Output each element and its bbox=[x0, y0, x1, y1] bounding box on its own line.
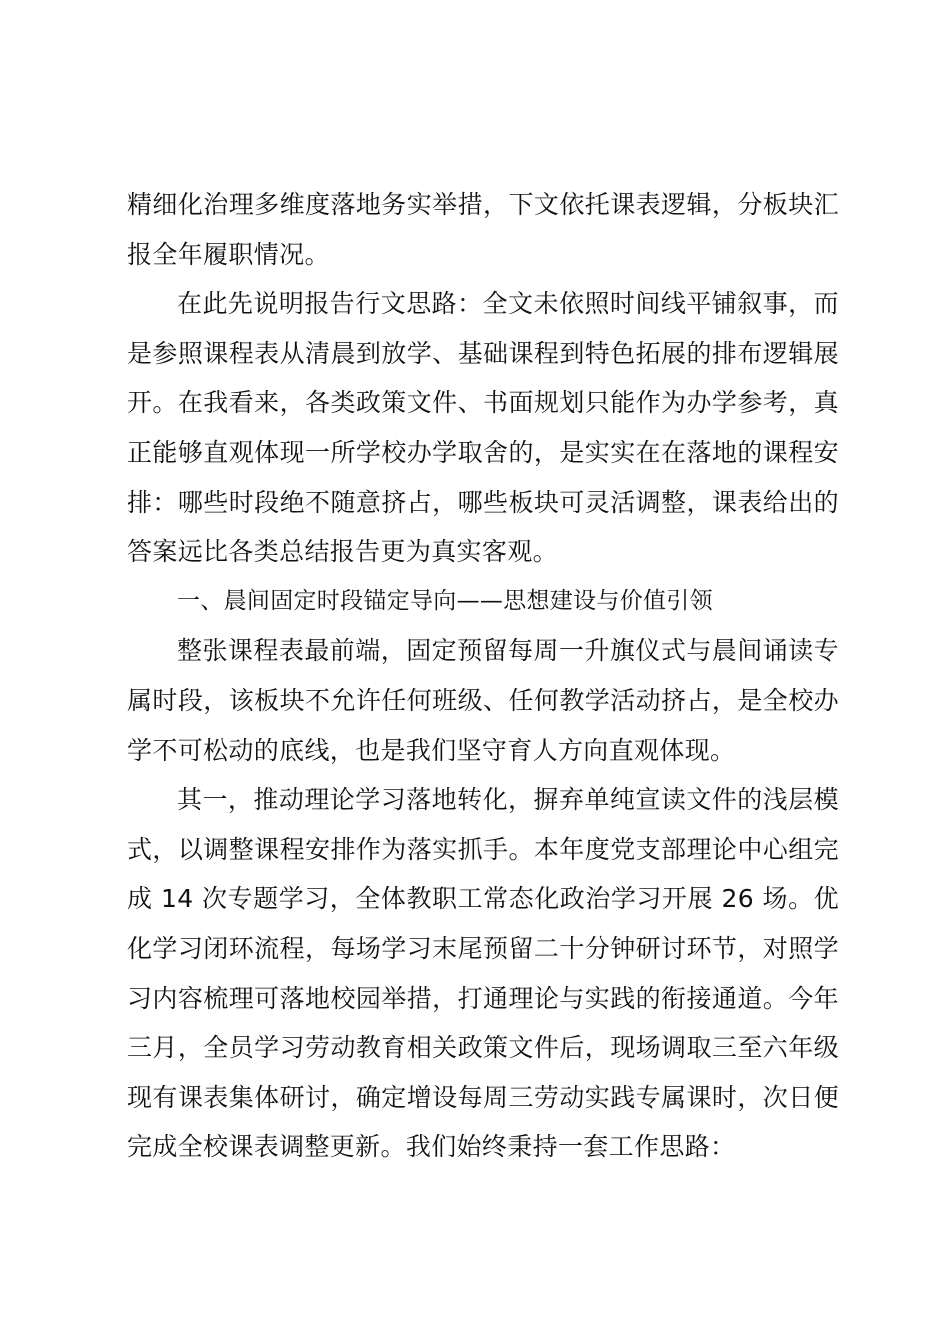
paragraph-writing-approach: 在此先说明报告行文思路：全文未依照时间线平铺叙事，而是参照课程表从清晨到放学、基础课程到特色拓展的排布逻辑展开。在我看来，各类政策文件、书面规划只能作为办学参考，真正能够直观体现一所学校办学取舍的，是实实在在落地的课程安排：哪些时段绝不随意挤占，哪些板块可灵活调整，课表给出的答案远比各类总结报告更为真实客观。 bbox=[127, 289, 839, 567]
paragraph-continued: 精细化治理多维度落地务实举措，下文依托课表逻辑，分板块汇报全年履职情况。 bbox=[127, 190, 839, 269]
section-heading: 一、晨间固定时段锚定导向——思想建设与价值引领 bbox=[177, 587, 713, 614]
paragraph-morning-slot: 整张课程表最前端，固定预留每周一升旗仪式与晨间诵读专属时段，该板块不允许任何班级、任何教学活动挤占，是全校办学不可松动的底线，也是我们坚守育人方向直观体现。 bbox=[127, 636, 839, 765]
paragraph-theory-study: 其一，推动理论学习落地转化，摒弃单纯宣读文件的浅层模式，以调整课程安排作为落实抓手。本年度党支部理论中心组完成 14 次专题学习，全体教职工常态化政治学习开展 26 场。优化学习闭环流程，每场学习末尾预留二十分钟研讨环节，对照学习内容梳理可落地校园举措，打通理论与实践的衔接通道。今年三月，全员学习劳动教育相关政策文件后，现场调取三至六年级现有课表集体研讨，确定增设每周三劳动实践专属课时，次日便完成全校课表调整更新。我们始终秉持一套工作思路： bbox=[127, 785, 839, 1162]
document-body bbox=[127, 180, 839, 1172]
